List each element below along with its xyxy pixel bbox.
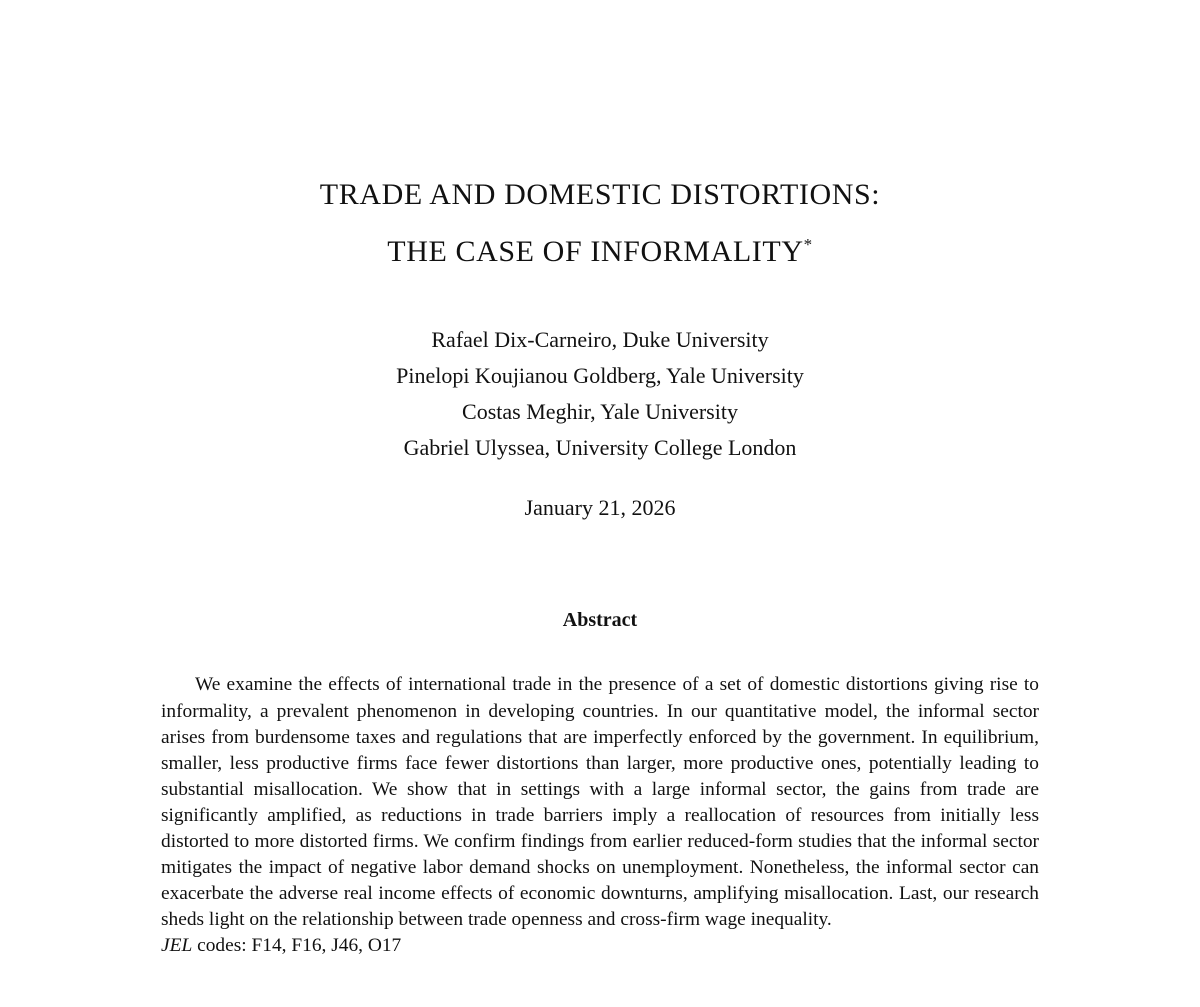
jel-values: codes: F14, F16, J46, O17	[192, 935, 402, 957]
page-title-line-2-text: THE CASE OF INFORMALITY	[387, 235, 804, 268]
abstract-heading: Abstract	[562, 609, 638, 632]
author-4: Gabriel Ulyssea, University College London	[403, 434, 797, 460]
author-list	[160, 322, 1040, 465]
page-title-line-2	[160, 223, 1040, 280]
abstract-body	[160, 672, 1040, 959]
publication-date: January 21, 2026	[524, 495, 676, 521]
title-block	[160, 0, 1040, 280]
title-footnote-marker: *	[803, 235, 813, 254]
page-title-line-1: TRADE AND DOMESTIC DISTORTIONS:	[319, 178, 881, 211]
abstract-paragraph: We examine the effects of international trade in the presence of a set of domestic distortions giving rise to informality, a prevalent phenomenon in developing countries. In our quantitative model, the informal sector arises from burdensome taxes and regulations that are imperfectly enforced by the government. In equilibrium, smaller, less productive firms face fewer distortions than larger, more productive ones, potentially leading to substantial misallocation. We show that in settings with a large informal sector, the gains from trade are significantly amplified, as reductions in trade barriers imply a reallocation of resources from initially less distorted to more distorted firms. We confirm findings from earlier reduced-form studies that the informal sector mitigates the impact of negative labor demand shocks on unemployment. Nonetheless, the informal sector can exacerbate the adverse real income effects of economic downturns, amplifying misallocation. Last, our research sheds light on the relationship between trade openness and cross-firm wage inequality.	[161, 674, 1039, 931]
jel-codes	[161, 933, 1039, 959]
author-1: Rafael Dix-Carneiro, Duke University	[431, 327, 769, 352]
author-2: Pinelopi Koujianou Goldberg, Yale University	[396, 362, 804, 388]
author-3: Costas Meghir, Yale University	[462, 398, 738, 424]
jel-label: JEL	[161, 935, 193, 957]
